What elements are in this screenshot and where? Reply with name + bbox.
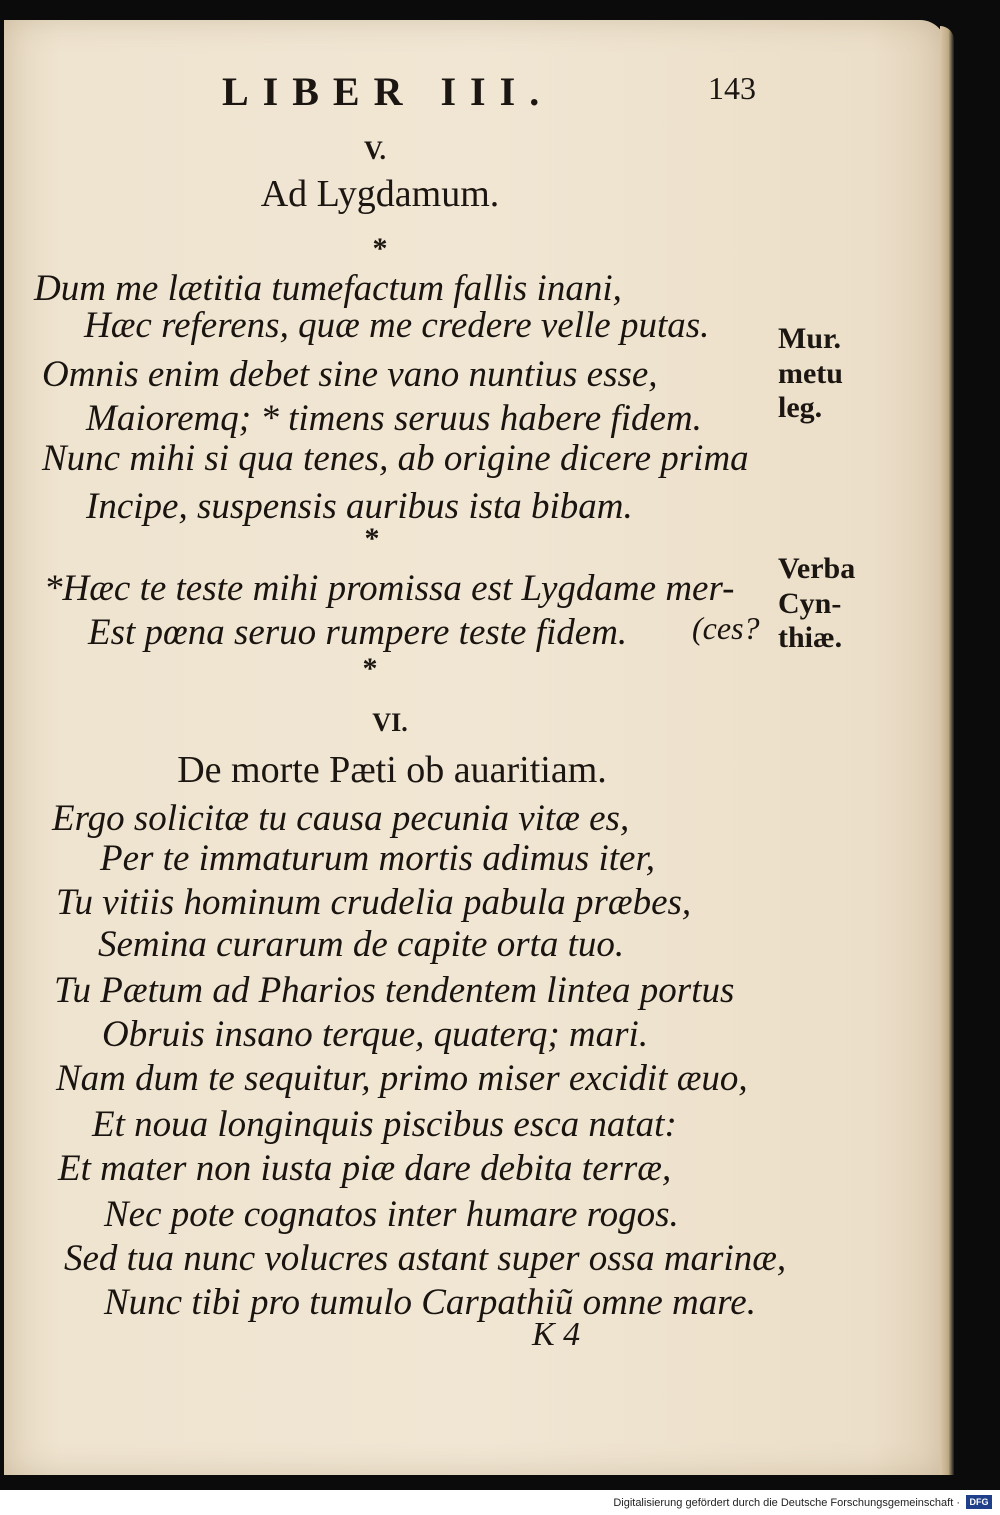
verse-line: Et mater non iusta piæ dare debita terræ, [58, 1148, 672, 1189]
page-number: 143 [708, 70, 756, 106]
verse-line: Obruis insano terque, quaterq; mari. [102, 1014, 649, 1055]
page-edge [940, 26, 954, 1475]
verse-line: Incipe, suspensis auribus ista bibam. [86, 486, 633, 527]
poem-v-number: V. [364, 136, 386, 165]
signature-mark: K 4 [532, 1316, 581, 1353]
verse-line: Nunc mihi si qua tenes, ab origine dicere prima [42, 438, 749, 479]
verse-line-turnover: (ces? [692, 610, 760, 646]
verse-line: Omnis enim debet sine vano nuntius esse, [42, 354, 658, 395]
funding-credit: Digitalisierung gefördert durch die Deutsche Forschungsgemeinschaft · [613, 1497, 960, 1509]
dfg-logo: DFG [966, 1495, 992, 1509]
poem-v-star-bottom: * [362, 652, 378, 685]
margin-note: Mur. metu leg. [778, 322, 843, 424]
verse-line: Nec pote cognatos inter humare rogos. [104, 1194, 679, 1235]
poem-vi-title: De morte Pæti ob auaritiam. [177, 749, 607, 791]
verse-line: Maioremq; * timens seruus habere fidem. [86, 398, 702, 439]
poem-vi-number: VI. [372, 708, 408, 737]
verse-line: Nam dum te sequitur, primo miser excidit æuo, [56, 1058, 748, 1099]
poem-v-title: Ad Lygdamum. [260, 173, 500, 215]
verse-line: Est pœna seruo rumpere teste fidem. [88, 612, 628, 653]
verse-line: Hæc referens, quæ me credere velle putas. [84, 305, 710, 346]
verse-line: Dum me lætitia tumefactum fallis inani, [34, 268, 622, 309]
verse-line: *Hæc te teste mihi promissa est Lygdame mer- [44, 568, 735, 609]
verse-line: Ergo solicitæ tu causa pecunia vitæ es, [52, 798, 630, 839]
verse-line: Nunc tibi pro tumulo Carpathiũ omne mare. [104, 1282, 756, 1323]
margin-note: Verba Cyn-thiæ. [778, 552, 856, 654]
verse-line: Semina curarum de capite orta tuo. [98, 924, 625, 965]
verse-line: Et noua longinquis piscibus esca natat: [92, 1104, 677, 1145]
verse-line: Tu vitiis hominum crudelia pabula præbes, [56, 882, 692, 923]
verse-line: Tu Pætum ad Pharios tendentem lintea portus [54, 970, 735, 1011]
verse-line: Per te immaturum mortis adimus iter, [100, 838, 655, 879]
poem-v-star-middle: * [364, 522, 380, 555]
poem-v-star-top: * [372, 232, 388, 265]
verse-line: Sed tua nunc volucres astant super ossa marinæ, [64, 1238, 787, 1279]
running-head: LIBER III. [222, 69, 554, 114]
